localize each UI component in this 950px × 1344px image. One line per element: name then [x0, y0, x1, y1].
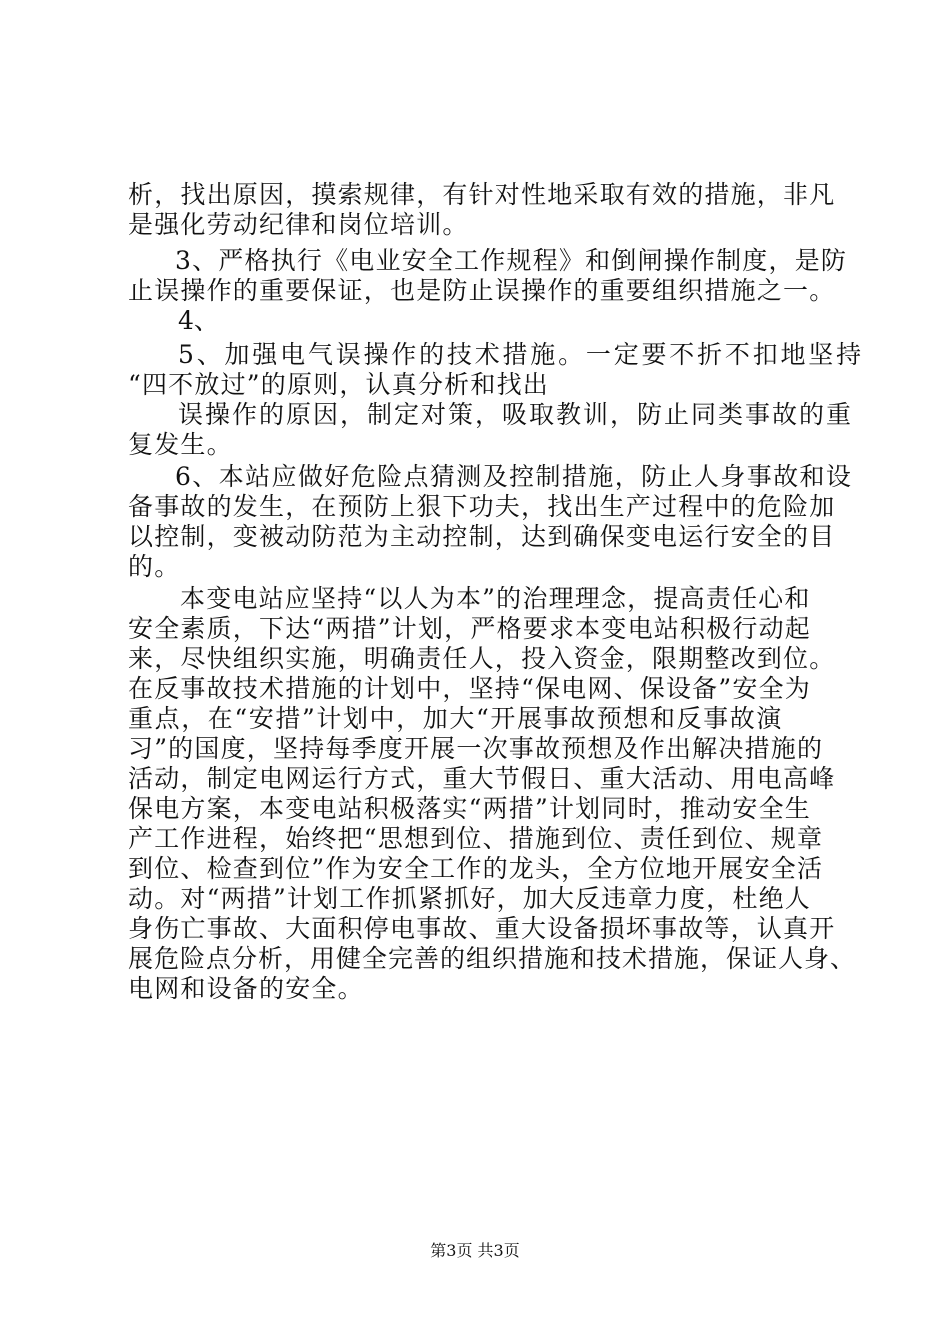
text-line-18: 重点，在“安措”计划中，加大“开展事故预想和反事故演	[128, 704, 783, 733]
text-line-2: 是强化劳动纪律和岗位培训。	[128, 210, 469, 239]
text-line-12: 以控制，变被动防范为主动控制，达到确保变电运行安全的目	[128, 522, 836, 551]
text-line-22: 产工作进程，始终把“思想到位、措施到位、责任到位、规章	[128, 824, 824, 853]
text-line-19: 习”的国度，坚持每季度开展一次事故预想及作出解决措施的	[128, 734, 824, 763]
text-line-23: 到位、检查到位”作为安全工作的龙头，全方位地开展安全活	[128, 854, 824, 883]
text-line-5: 4、	[178, 306, 219, 335]
text-line-17: 在反事故技术措施的计划中，坚持“保电网、保设备”安全为	[128, 674, 811, 703]
text-line-16: 来，尽快组织实施，明确责任人，投入资金，限期整改到位。	[128, 644, 836, 673]
text-line-14: 本变电站应坚持“以人为本”的治理理念，提高责任心和	[180, 584, 811, 613]
text-line-9: 复发生。	[128, 430, 233, 459]
text-line-13: 的。	[128, 552, 181, 581]
text-line-8: 误操作的原因，制定对策，吸取教训，防止同类事故的重	[178, 400, 854, 429]
page-number-footer: 第3页 共3页	[430, 1241, 520, 1260]
text-line-1: 析，找出原因，摸索规律，有针对性地采取有效的措施，非凡	[128, 180, 836, 209]
text-line-11: 备事故的发生，在预防上狠下功夫，找出生产过程中的危险加	[128, 492, 836, 521]
text-line-21: 保电方案，本变电站积极落实“两措”计划同时，推动安全生	[128, 794, 811, 823]
text-line-10: 6、本站应做好危险点猜测及控制措施，防止人身事故和设	[175, 462, 853, 491]
text-line-6: 5、加强电气误操作的技术措施。一定要不折不扣地坚持	[178, 340, 864, 369]
text-line-15: 安全素质，下达“两措”计划，严格要求本变电站积极行动起	[128, 614, 811, 643]
text-line-3: 3、严格执行《电业安全工作规程》和倒闸操作制度，是防	[175, 246, 848, 275]
text-line-26: 展危险点分析，用健全完善的组织措施和技术措施，保证人身、	[128, 944, 857, 973]
text-line-20: 活动，制定电网运行方式，重大节假日、重大活动、用电高峰	[128, 764, 836, 793]
text-line-25: 身伤亡事故、大面积停电事故、重大设备损坏事故等，认真开	[128, 914, 836, 943]
text-line-7: “四不放过”的原则，认真分析和找出	[128, 370, 549, 399]
text-line-27: 电网和设备的安全。	[128, 974, 364, 1003]
text-line-24: 动。对“两措”计划工作抓紧抓好，加大反违章力度，杜绝人	[128, 884, 811, 913]
text-line-4: 止误操作的重要保证，也是防止误操作的重要组织措施之一。	[128, 276, 836, 305]
